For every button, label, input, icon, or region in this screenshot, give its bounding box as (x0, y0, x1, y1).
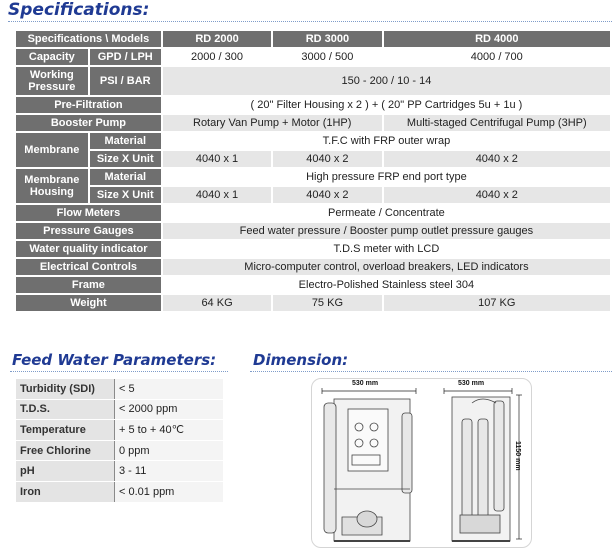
dimension-heading: Dimension: (253, 351, 349, 369)
row-label: Pre-Filtration (16, 97, 161, 113)
table-cell: 4000 / 700 (384, 49, 610, 65)
specifications-table (14, 29, 612, 313)
dimension-drawing (311, 378, 532, 548)
table-row (16, 223, 610, 239)
table-cell: 4040 x 2 (273, 187, 381, 203)
dimension-underline (250, 371, 612, 372)
table-cell: Multi-staged Centrifugal Pump (3HP) (384, 115, 610, 131)
row-label: Water quality indicator (16, 241, 161, 257)
row-sublabel: PSI / BAR (90, 67, 161, 95)
table-row (16, 205, 610, 221)
table-row (16, 187, 610, 203)
table-row (16, 420, 223, 441)
table-row (16, 133, 610, 149)
header-cell: Specifications \ Models (16, 31, 161, 47)
header-cell: RD 4000 (384, 31, 610, 47)
table-cell: 4040 x 2 (384, 151, 610, 167)
row-label: Flow Meters (16, 205, 161, 221)
table-row (16, 241, 610, 257)
table-cell: 4040 x 2 (384, 187, 610, 203)
row-sublabel: GPD / LPH (90, 49, 161, 65)
param-label: Iron (16, 481, 115, 502)
row-sublabel: Size X Unit (90, 187, 161, 203)
height-label: 1150 mm (514, 441, 521, 471)
front-width-label: 530 mm (352, 380, 379, 387)
table-row (16, 169, 610, 185)
table-cell: 64 KG (163, 295, 271, 311)
table-row (16, 49, 610, 65)
row-label: Capacity (16, 49, 88, 65)
table-cell: 150 - 200 / 10 - 14 (163, 67, 610, 95)
param-value: + 5 to + 40℃ (115, 420, 224, 441)
row-label: Working Pressure (16, 67, 88, 95)
table-cell: T.F.C with FRP outer wrap (163, 133, 610, 149)
table-cell: T.D.S meter with LCD (163, 241, 610, 257)
row-label: Electrical Controls (16, 259, 161, 275)
row-label: Pressure Gauges (16, 223, 161, 239)
row-label: Membrane (16, 133, 88, 167)
table-cell: ( 20" Filter Housing x 2 ) + ( 20" PP Cartridges 5u + 1u ) (163, 97, 610, 113)
table-cell: Electro-Polished Stainless steel 304 (163, 277, 610, 293)
table-row (16, 399, 223, 420)
specifications-underline (8, 21, 612, 22)
feed-water-table (16, 379, 223, 503)
table-row (16, 277, 610, 293)
table-cell: Rotary Van Pump + Motor (1HP) (163, 115, 382, 131)
table-cell: 107 KG (384, 295, 610, 311)
table-row (16, 151, 610, 167)
param-label: Turbidity (SDI) (16, 379, 115, 399)
side-width-label: 530 mm (458, 380, 485, 387)
param-label: T.D.S. (16, 399, 115, 420)
table-row (16, 481, 223, 502)
param-value: < 0.01 ppm (115, 481, 224, 502)
table-cell: 4040 x 1 (163, 187, 271, 203)
table-cell: Micro-computer control, overload breakers, LED indicators (163, 259, 610, 275)
table-row (16, 115, 610, 131)
param-label: Temperature (16, 420, 115, 441)
row-label: Frame (16, 277, 161, 293)
table-row (16, 295, 610, 311)
param-value: < 2000 ppm (115, 399, 224, 420)
specifications-heading: Specifications: (8, 0, 150, 20)
param-label: pH (16, 461, 115, 482)
table-row (16, 379, 223, 399)
row-sublabel: Material (90, 133, 161, 149)
param-value: < 5 (115, 379, 224, 399)
table-cell: Permeate / Concentrate (163, 205, 610, 221)
table-row (16, 67, 610, 95)
table-cell: 4040 x 1 (163, 151, 271, 167)
table-cell: 2000 / 300 (163, 49, 271, 65)
table-row (16, 440, 223, 461)
table-row (16, 31, 610, 47)
row-label: Booster Pump (16, 115, 161, 131)
unit-drawing-svg (312, 379, 531, 547)
header-cell: RD 3000 (273, 31, 381, 47)
table-row (16, 461, 223, 482)
table-cell: 4040 x 2 (273, 151, 381, 167)
header-cell: RD 2000 (163, 31, 271, 47)
row-label: Membrane Housing (16, 169, 88, 203)
table-cell: 75 KG (273, 295, 381, 311)
param-value: 3 - 11 (115, 461, 224, 482)
row-sublabel: Size X Unit (90, 151, 161, 167)
table-row (16, 97, 610, 113)
table-cell: 3000 / 500 (273, 49, 381, 65)
feed-water-heading: Feed Water Parameters: (12, 351, 217, 369)
row-sublabel: Material (90, 169, 161, 185)
param-value: 0 ppm (115, 440, 224, 461)
row-label: Weight (16, 295, 161, 311)
table-cell: High pressure FRP end port type (163, 169, 610, 185)
table-cell: Feed water pressure / Booster pump outlet pressure gauges (163, 223, 610, 239)
table-row (16, 259, 610, 275)
param-label: Free Chlorine (16, 440, 115, 461)
feed-water-underline (10, 371, 228, 372)
